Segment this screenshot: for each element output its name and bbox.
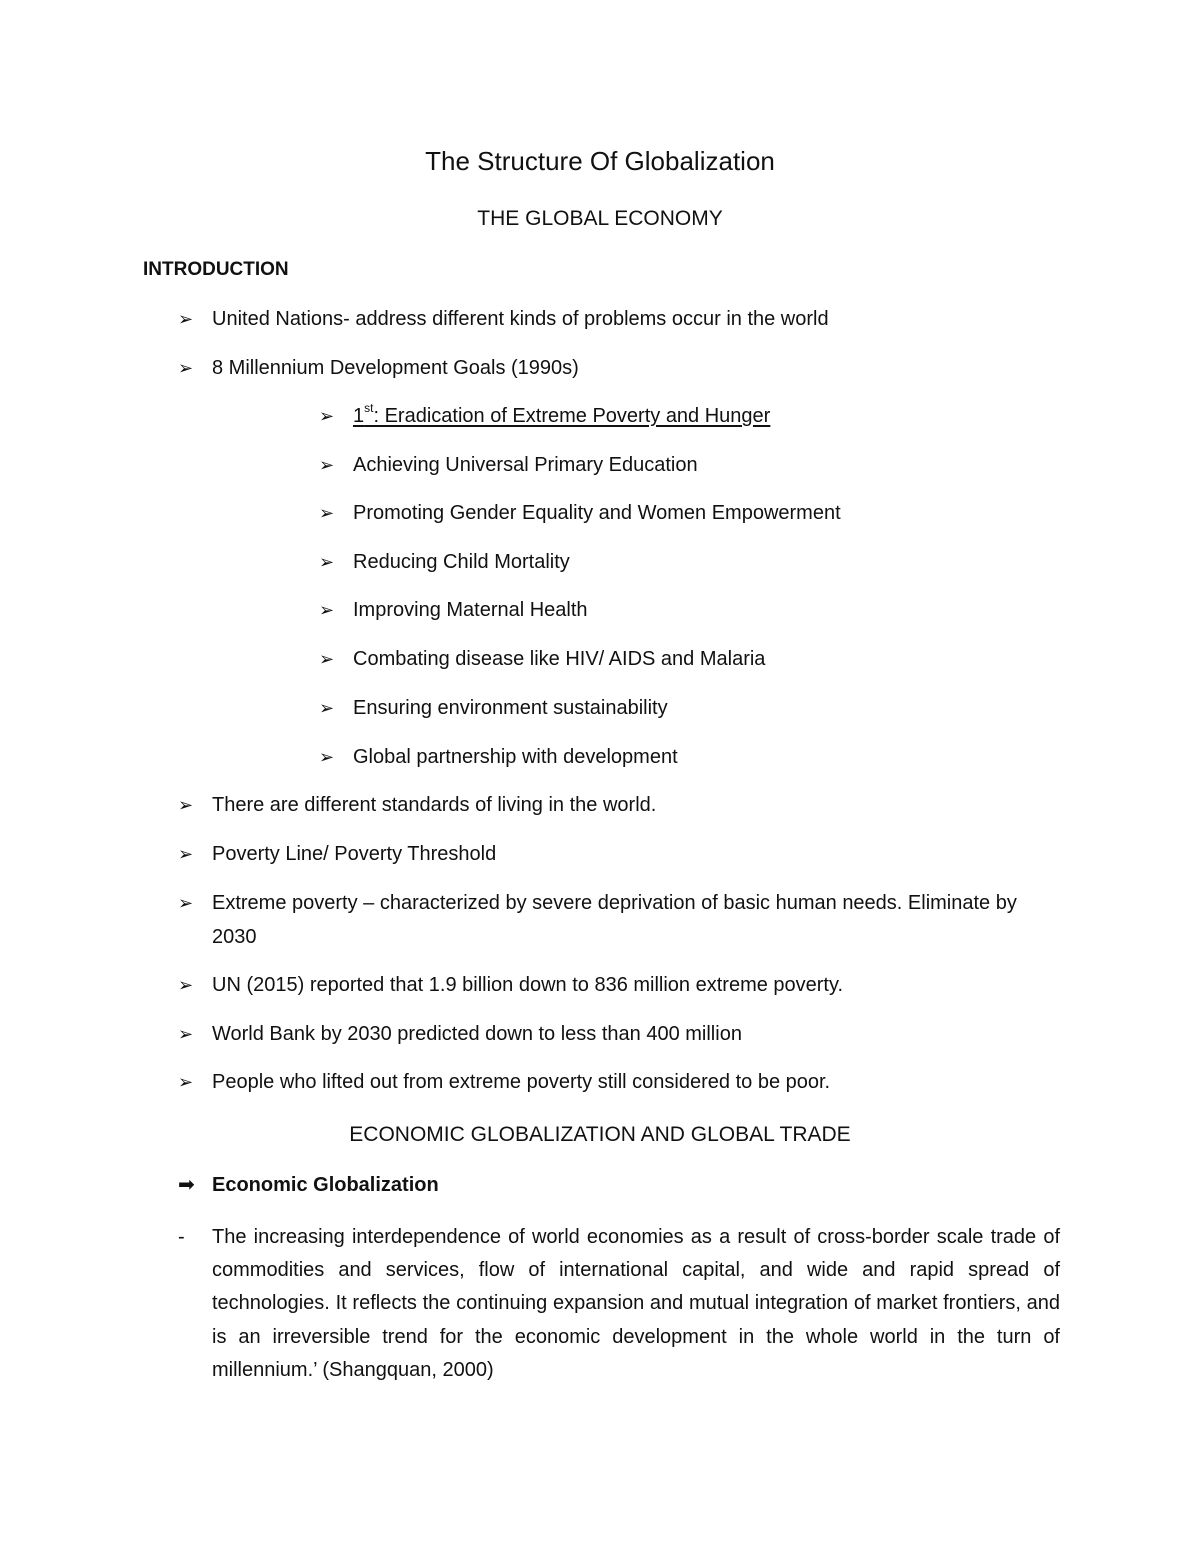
document-title: The Structure Of Globalization bbox=[425, 146, 775, 176]
list-item: Extreme poverty – characterized by severe deprivation of basic human needs. Eliminate by bbox=[212, 892, 1017, 914]
list-item: Ensuring environment sustainability bbox=[353, 697, 668, 719]
list-item: 8 Millennium Development Goals (1990s) bbox=[212, 357, 579, 379]
list-item: United Nations- address different kinds of problems occur in the world bbox=[212, 308, 829, 330]
arrow-bullet-icon: ➢ bbox=[178, 358, 194, 378]
dash-bullet: - bbox=[178, 1226, 185, 1248]
arrow-bullet-icon: ➢ bbox=[319, 455, 335, 475]
arrow-bullet-icon: ➢ bbox=[319, 747, 335, 767]
list-item: Achieving Universal Primary Education bbox=[353, 454, 698, 476]
arrow-bullet-icon: ➢ bbox=[319, 649, 335, 669]
arrow-bullet-icon: ➢ bbox=[319, 552, 335, 572]
list-item: Poverty Line/ Poverty Threshold bbox=[212, 843, 497, 865]
section-heading-economic-globalization: ECONOMIC GLOBALIZATION AND GLOBAL TRADE bbox=[349, 1123, 851, 1146]
definition-paragraph: The increasing interdependence of world economies as a result of cross-border scale trade of commodities and services, flow of international capital, and wide and rapid spread of technologies. It reflects the continuing expansion and mutual integration of market frontiers, and is an irreversible trend for the economic development in the whole world in the turn of millennium.’ (Shangquan, 2000) bbox=[212, 1226, 1060, 1381]
arrow-bullet-icon: ➢ bbox=[178, 309, 194, 329]
arrow-bullet-icon: ➢ bbox=[178, 893, 194, 913]
arrow-bullet-icon: ➢ bbox=[178, 975, 194, 995]
mdg-first-suffix: st bbox=[364, 401, 374, 416]
introduction-heading: INTRODUCTION bbox=[143, 259, 289, 280]
section-heading-global-economy: THE GLOBAL ECONOMY bbox=[477, 207, 723, 230]
list-item: There are different standards of living in the world. bbox=[212, 794, 657, 816]
subheading-economic-globalization: Economic Globalization bbox=[212, 1174, 439, 1196]
arrow-bullet-icon: ➢ bbox=[178, 795, 194, 815]
list-item: People who lifted out from extreme poverty still considered to be poor. bbox=[212, 1071, 831, 1093]
right-arrow-icon: ➡ bbox=[178, 1174, 195, 1196]
mdg-first-text: : Eradication of Extreme Poverty and Hunger bbox=[373, 405, 771, 427]
list-item: Reducing Child Mortality bbox=[353, 551, 570, 573]
list-item: Combating disease like HIV/ AIDS and Malaria bbox=[353, 648, 766, 670]
arrow-bullet-icon: ➢ bbox=[178, 844, 194, 864]
list-item-continuation: 2030 bbox=[212, 926, 257, 948]
list-item: Promoting Gender Equality and Women Empowerment bbox=[353, 502, 841, 524]
list-item: World Bank by 2030 predicted down to less than 400 million bbox=[212, 1023, 742, 1045]
arrow-bullet-icon: ➢ bbox=[319, 698, 335, 718]
arrow-bullet-icon: ➢ bbox=[319, 600, 335, 620]
arrow-bullet-icon: ➢ bbox=[178, 1072, 194, 1092]
mdg-item-first bbox=[353, 401, 771, 428]
list-item: Improving Maternal Health bbox=[353, 599, 588, 621]
arrow-bullet-icon: ➢ bbox=[319, 503, 335, 523]
list-item: UN (2015) reported that 1.9 billion down to 836 million extreme poverty. bbox=[212, 974, 844, 996]
arrow-bullet-icon: ➢ bbox=[178, 1024, 194, 1044]
arrow-bullet-icon: ➢ bbox=[319, 406, 335, 426]
list-item: Global partnership with development bbox=[353, 746, 678, 768]
mdg-first-number: 1 bbox=[353, 405, 365, 427]
